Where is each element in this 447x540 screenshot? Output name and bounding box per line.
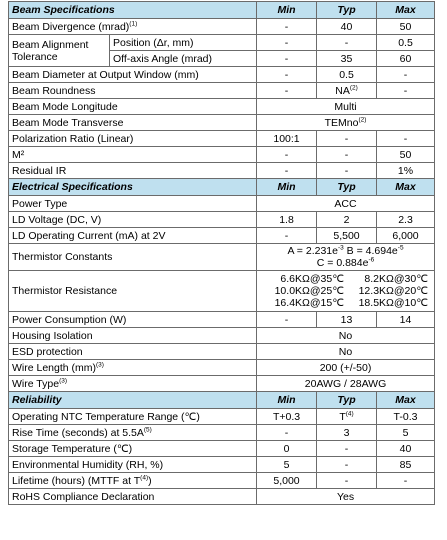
row-label: Beam Mode Longitude: [9, 99, 257, 115]
row-label: Beam Mode Transverse: [9, 115, 257, 131]
min-column-header: Min: [257, 2, 317, 19]
min-value: -: [257, 83, 317, 99]
max-value: 6,000: [377, 228, 435, 244]
table-row: [9, 99, 435, 115]
table-row: [9, 376, 435, 392]
max-value: 50: [377, 147, 435, 163]
table-row: [9, 344, 435, 360]
max-value: 60: [377, 51, 435, 67]
table-row: [9, 19, 435, 35]
row-label: Operating NTC Temperature Range (℃): [9, 409, 257, 425]
table-row: [9, 244, 435, 271]
merged-value: 200 (+/-50): [257, 360, 435, 376]
typ-value: 5,500: [317, 228, 377, 244]
min-value: 5: [257, 457, 317, 473]
typ-value: -: [317, 441, 377, 457]
specifications-table: [8, 1, 435, 505]
min-column-header: Min: [257, 392, 317, 409]
table-row: [9, 441, 435, 457]
resistance-value: 10.0KΩ@25℃: [274, 285, 345, 297]
row-label: Housing Isolation: [9, 328, 257, 344]
resistance-value: 6.6KΩ@35℃: [280, 273, 345, 285]
max-value: 14: [377, 312, 435, 328]
merged-value: No: [257, 328, 435, 344]
typ-value: 40: [317, 19, 377, 35]
footnote-marker: (3): [59, 377, 68, 384]
table-row: [9, 473, 435, 489]
row-label: Power Consumption (W): [9, 312, 257, 328]
min-value: -: [257, 163, 317, 179]
row-label: M²: [9, 147, 257, 163]
max-value: 5: [377, 425, 435, 441]
row-label: Thermistor Constants: [9, 244, 257, 271]
typ-value: 3: [317, 425, 377, 441]
section-title: Reliability: [9, 392, 257, 409]
beam-spec-header-row: [9, 2, 435, 19]
table-row: [9, 196, 435, 212]
min-value: 1.8: [257, 212, 317, 228]
max-value: 85: [377, 457, 435, 473]
table-row: [9, 67, 435, 83]
min-column-header: Min: [257, 179, 317, 196]
max-value: 2.3: [377, 212, 435, 228]
typ-value: -: [317, 457, 377, 473]
merged-value: 20AWG / 28AWG: [257, 376, 435, 392]
table-row: [9, 328, 435, 344]
reliability-header-row: [9, 392, 435, 409]
row-label: Rise Time (seconds) at $5.5A^{(5)}$: [9, 425, 257, 441]
resistance-value: 18.5KΩ@10℃: [358, 297, 429, 309]
typ-value: -: [317, 35, 377, 51]
max-column-header: Max: [377, 392, 435, 409]
row-label: Wire Type$^{(3)}$: [9, 376, 257, 392]
thermistor-constants-value: $A = 2.231e^{-3}$ $B = 4.694e^{-5}$ $C = 0.884e^{-6}$: [257, 244, 435, 271]
section-title: Beam Specifications: [9, 2, 257, 19]
row-label: ESD protection: [9, 344, 257, 360]
footnote-marker: (1): [129, 20, 138, 27]
table-row: [9, 360, 435, 376]
max-value: -: [377, 67, 435, 83]
table-row: [9, 425, 435, 441]
row-label: RoHS Compliance Declaration: [9, 489, 257, 505]
row-group-label: Beam Alignment Tolerance: [9, 35, 110, 67]
min-value: 0: [257, 441, 317, 457]
typ-value: 2: [317, 212, 377, 228]
table-row: [9, 228, 435, 244]
row-label: Beam Divergence (mrad)$^{(1)}$: [9, 19, 257, 35]
typ-value: -: [317, 163, 377, 179]
min-value: T+0.3: [257, 409, 317, 425]
row-label: Thermistor Resistance: [9, 271, 257, 312]
row-label: Polarization Ratio (Linear): [9, 131, 257, 147]
electrical-spec-header-row: [9, 179, 435, 196]
row-label: Power Type: [9, 196, 257, 212]
max-column-header: Max: [377, 2, 435, 19]
row-label: LD Voltage (DC, V): [9, 212, 257, 228]
table-row: [9, 489, 435, 505]
min-value: -: [257, 228, 317, 244]
min-value: -: [257, 35, 317, 51]
table-row: [9, 35, 435, 51]
resistance-value: 8.2KΩ@30℃: [364, 273, 429, 285]
table-row: [9, 457, 435, 473]
resistance-value: 12.3KΩ@20℃: [358, 285, 429, 297]
typ-value: 13: [317, 312, 377, 328]
typ-value: 0.5: [317, 67, 377, 83]
row-label: LD Operating Current (mA) at 2V: [9, 228, 257, 244]
table-row: [9, 83, 435, 99]
min-value: 100:1: [257, 131, 317, 147]
merged-value: No: [257, 344, 435, 360]
row-label: Lifetime (hours) (MTTF at $T^{(4)}$): [9, 473, 257, 489]
row-label: Wire Length (mm)$^{(3)}$: [9, 360, 257, 376]
max-column-header: Max: [377, 179, 435, 196]
min-value: -: [257, 147, 317, 163]
row-label: Storage Temperature (℃): [9, 441, 257, 457]
max-value: T-0.3: [377, 409, 435, 425]
merged-value: ACC: [257, 196, 435, 212]
merged-value: Yes: [257, 489, 435, 505]
typ-value: $T^{(4)}$: [317, 409, 377, 425]
table-row: [9, 115, 435, 131]
min-value: -: [257, 51, 317, 67]
table-row: [9, 409, 435, 425]
table-row: [9, 131, 435, 147]
section-title: Electrical Specifications: [9, 179, 257, 196]
row-label: Environmental Humidity (RH, %): [9, 457, 257, 473]
row-label: Residual IR: [9, 163, 257, 179]
typ-value: -: [317, 147, 377, 163]
typ-value: -: [317, 131, 377, 147]
resistance-value: 16.4KΩ@15℃: [274, 297, 345, 309]
row-label: Beam Roundness: [9, 83, 257, 99]
sub-row-label: Position (Δr, mm): [110, 35, 257, 51]
max-value: 50: [377, 19, 435, 35]
min-value: -: [257, 425, 317, 441]
typ-value: -: [317, 473, 377, 489]
footnote-marker: (5): [143, 426, 152, 433]
footnote-marker: (3): [96, 361, 104, 368]
typ-column-header: Typ: [317, 179, 377, 196]
sub-row-label: Off-axis Angle (mrad): [110, 51, 257, 67]
max-value: -: [377, 83, 435, 99]
table-row: [9, 271, 435, 312]
max-value: -: [377, 131, 435, 147]
footnote-marker: (4): [140, 474, 149, 481]
footnote-marker: (2): [349, 84, 358, 91]
min-value: -: [257, 67, 317, 83]
min-value: -: [257, 19, 317, 35]
min-value: 5,000: [257, 473, 317, 489]
typ-column-header: Typ: [317, 2, 377, 19]
typ-value: 35: [317, 51, 377, 67]
typ-column-header: Typ: [317, 392, 377, 409]
table-row: [9, 147, 435, 163]
min-value: -: [257, 312, 317, 328]
merged-value: TEMno$^{(2)}$: [257, 115, 435, 131]
table-row: [9, 163, 435, 179]
row-label: Beam Diameter at Output Window (mm): [9, 67, 257, 83]
footnote-marker: (2): [358, 116, 367, 123]
table-row: [9, 312, 435, 328]
max-value: 1%: [377, 163, 435, 179]
table-row: [9, 212, 435, 228]
merged-value: Multi: [257, 99, 435, 115]
max-value: -: [377, 473, 435, 489]
thermistor-resistance-values: [257, 271, 435, 312]
max-value: 40: [377, 441, 435, 457]
typ-value: NA$^{(2)}$: [317, 83, 377, 99]
max-value: 0.5: [377, 35, 435, 51]
footnote-marker: (4): [345, 410, 354, 417]
